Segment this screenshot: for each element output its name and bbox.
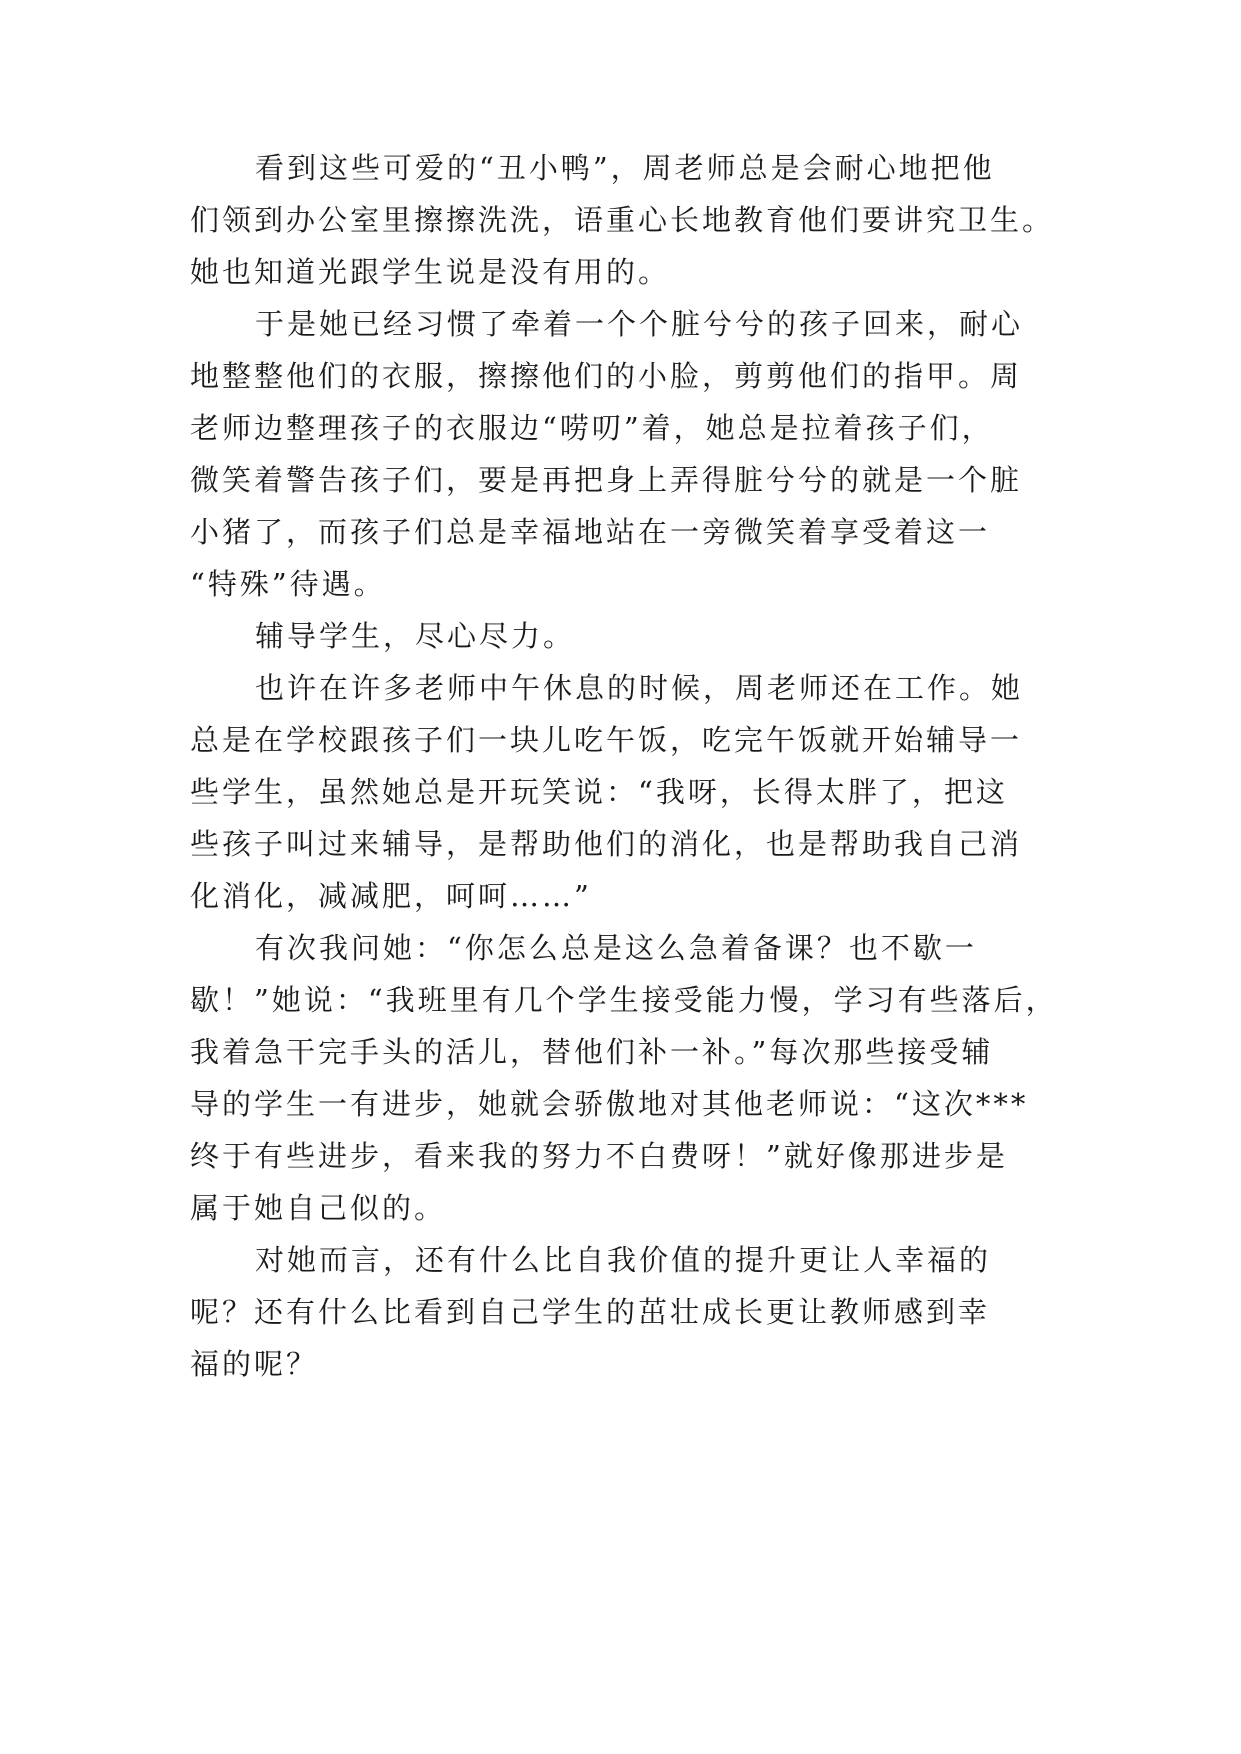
text-line: 对她而言，还有什么比自我价值的提升更让人幸福的 — [255, 1243, 992, 1277]
text-line: 些孩子叫过来辅导，是帮助他们的消化，也是帮助我自己消 — [190, 827, 1023, 861]
text-line: 于是她已经习惯了牵着一个个脏兮兮的孩子回来，耐心 — [255, 307, 1024, 341]
text-line: 们领到办公室里擦擦洗洗，语重心长地教育他们要讲究卫生。 — [190, 203, 1055, 237]
text-line: 终于有些进步，看来我的努力不白费呀！”就好像那进步是 — [190, 1139, 1008, 1173]
text-line: 福的呢？ — [190, 1347, 319, 1381]
text-line: “特殊”待遇。 — [190, 567, 386, 601]
text-line: 有次我问她：“你怎么总是这么急着备课？也不歇一 — [255, 931, 977, 965]
text-line: 歇！”她说：“我班里有几个学生接受能力慢，学习有些落后， — [190, 983, 1058, 1017]
text-line: 总是在学校跟孩子们一块儿吃午饭，吃完午饭就开始辅导一 — [190, 723, 1023, 757]
text-line: 小猪了，而孩子们总是幸福地站在一旁微笑着享受着这一 — [190, 515, 991, 549]
text-line: 也许在许多老师中午休息的时候，周老师还在工作。她 — [255, 671, 1024, 705]
text-line: 些学生，虽然她总是开玩笑说：“我呀，长得太胖了，把这 — [190, 775, 1008, 809]
text-line: 地整整他们的衣服，擦擦他们的小脸，剪剪他们的指甲。周 — [190, 359, 1023, 393]
text-line: 看到这些可爱的“丑小鸭”，周老师总是会耐心地把他 — [255, 151, 995, 185]
text-line: 我着急干完手头的活儿，替他们补一补。”每次那些接受辅 — [190, 1035, 994, 1069]
text-line: 她也知道光跟学生说是没有用的。 — [190, 255, 671, 289]
text-line: 微笑着警告孩子们，要是再把身上弄得脏兮兮的就是一个脏 — [190, 463, 1023, 497]
text-line: 导的学生一有进步，她就会骄傲地对其他老师说：“这次*** — [190, 1087, 1029, 1121]
text-line: 呢？还有什么比看到自己学生的茁壮成长更让教师感到幸 — [190, 1295, 991, 1329]
text-line: 辅导学生，尽心尽力。 — [255, 619, 576, 653]
text-line: 属于她自己似的。 — [190, 1191, 447, 1225]
text-line: 老师边整理孩子的衣服边“唠叨”着，她总是拉着孩子们， — [190, 411, 994, 445]
text-line: 化消化，减减肥，呵呵……” — [190, 879, 592, 913]
